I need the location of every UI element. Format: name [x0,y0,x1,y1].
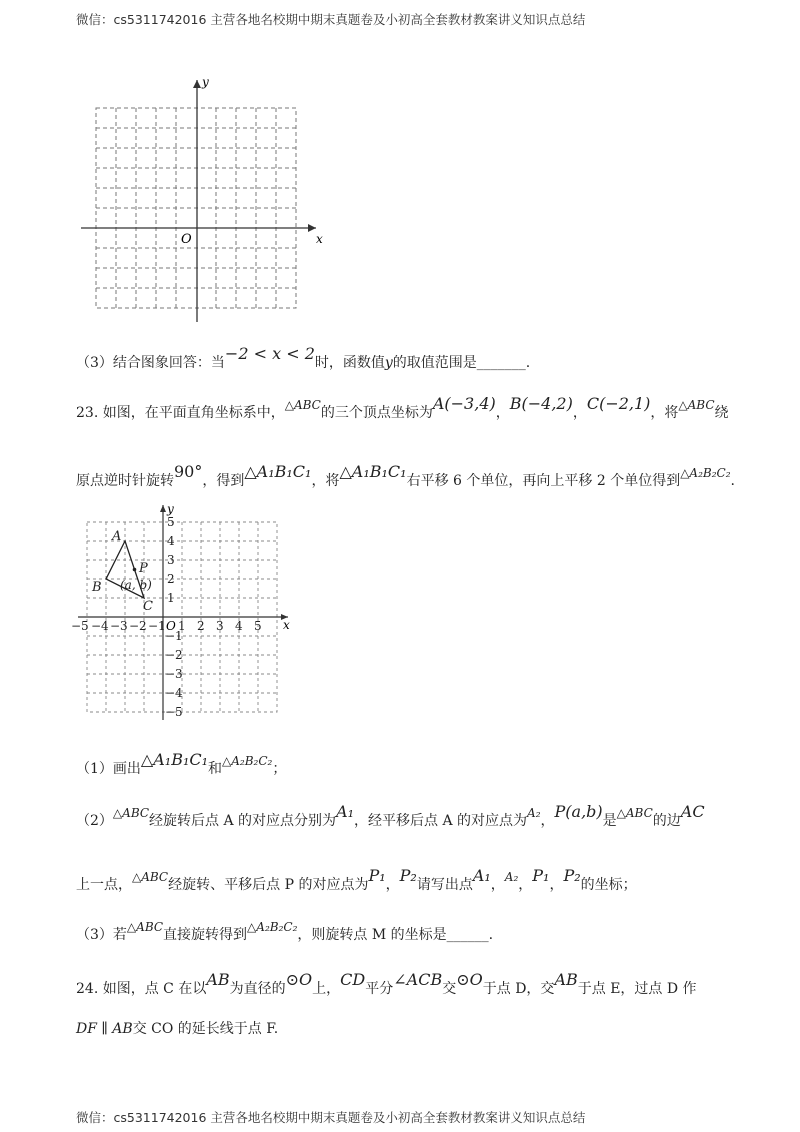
q23-text: 原点逆时针旋转 [76,473,174,489]
side-ac: AC [680,802,705,821]
triangle-grid-figure [70,500,300,730]
q23-part1 [76,750,287,778]
page-footer: 微信：cs5311742016 主营各地名校期中期末真题卷及小初高全套教材教案讲义知识点总结 [76,1110,586,1125]
y-tick: 5 [167,515,175,529]
q23-text: 是 [602,813,617,829]
x-tick: −4 [91,619,109,633]
circle-o: ⊙O [285,970,313,989]
x-tick: −3 [110,619,128,633]
triangle-abc: △ABC [112,806,150,820]
q24-text: 于点 E，过点 D 作 [577,981,697,997]
q23-text: 的坐标； [580,877,637,893]
q23-text: ，将 [650,405,679,421]
q22-text-2: 时，函数值 [314,355,385,371]
point-p-label: P [139,561,148,576]
q23-text: ，得到 [202,473,245,489]
triangle-abc: △ABC [126,920,164,934]
triangle-abc: △ABC [284,398,321,412]
q24-text: 交 [442,981,457,997]
q23-text: 直接旋转得到 [163,927,248,943]
q23-text: ，将 [311,473,340,489]
q22-var: y [384,355,393,371]
triangle-a2b2c2: △A₂B₂C₂ [680,466,731,480]
point-c-coord: C(−2,1) [586,394,651,413]
x-tick: 1 [178,619,186,633]
point-p1: P₁ [532,866,550,885]
x-tick: −5 [71,619,89,633]
q22-text-1: （3）结合图象回答：当 [76,355,225,371]
q23-text: ，则旋转点 M 的坐标是______. [297,927,494,943]
y-tick: 3 [167,553,175,567]
point-a2: A₂ [527,806,541,820]
y-tick: 4 [167,534,175,548]
q23-part2-line2: 上一点，△ABC经旋转、平移后点 P 的对应点为P₁，P₂请写出点A₁，A₂，P₁，P₂的坐标； [76,866,637,893]
segment-ab: AB [554,970,578,989]
triangle-abc: △ABC [616,806,653,820]
point-p2: P₂ [563,866,581,885]
q24-text: 于点 D，交 [482,981,555,997]
x-tick: 4 [235,619,243,633]
triangle-abc: △ABC [678,398,715,412]
triangle-a1b1c1: △A₁B₁C₁ [339,462,407,481]
triangle-a2b2c2: △A₂B₂C₂ [247,920,298,934]
point-p: P(a,b) [554,802,603,821]
triangle-abc: △ABC [132,870,169,884]
angle-90: 90° [174,462,203,481]
q23-part3 [76,920,494,944]
y-tick: −2 [165,648,183,662]
q23-text: 经旋转、平移后点 P 的对应点为 [168,877,369,893]
point-a1: A₁ [472,866,491,885]
point-p2: P₂ [399,866,417,885]
q23-line1: 23. 如图，在平面直角坐标系中，△ABC的三个顶点坐标为A(−3,4)，B(−4,2)，C(−2,1)，将△ABC绕 [76,394,729,421]
point-p-coord-label: (a, b) [120,578,152,592]
origin-label: O [166,619,176,633]
q23-text: 绕 [714,405,729,421]
point-a2: A₂ [504,870,519,884]
q23-text: 上一点， [76,877,132,893]
q23-text: （1）画出 [76,761,141,777]
q24-text: 上， [312,981,341,997]
q23-text: ，经平移后点 A 的对应点为 [354,813,528,829]
y-axis-label: y [167,502,174,516]
x-axis-label: x [283,618,290,632]
q23-text: 和 [208,761,223,777]
x-axis-label: x [316,232,323,246]
y-tick: −5 [165,705,183,719]
y-tick: −1 [165,629,183,643]
q23-text: （2） [76,813,113,829]
triangle-a1b1c1: △A₁B₁C₁ [244,462,312,481]
q23-text: 右平移 6 个单位，再向上平移 2 个单位得到 [406,473,681,489]
q22-part3 [76,344,531,372]
y-tick: −4 [165,686,183,700]
segment-ab: AB [206,970,230,989]
page-header: 微信：cs5311742016 主营各地名校期中期末真题卷及小初高全套教材教案讲义知识点总结 [76,12,586,27]
triangle-a2b2c2: △A₂B₂C₂ [222,754,273,768]
q22-condition: −2 < x < 2 [224,344,315,363]
y-axis-label: y [202,75,209,89]
coordinate-grid-figure [76,72,336,332]
q23-part2-line1: （2）△ABC经旋转后点 A 的对应点分别为A₁，经平移后点 A 的对应点为A₂，P(a,b)是△ABC的边AC [76,802,705,829]
q24-text: 平分 [365,981,394,997]
q23-text: 23. 如图，在平面直角坐标系中， [76,405,285,421]
point-a1: A₁ [336,802,355,821]
q23-line2: 原点逆时针旋转90°，得到△A₁B₁C₁，将△A₁B₁C₁右平移 6 个单位，再向上平移 2 个单位得到△A₂B₂C₂. [76,462,735,489]
vertex-c-label: C [143,599,153,614]
triangle-a1b1c1: △A₁B₁C₁ [140,750,209,769]
q24-text: 为直径的 [229,981,286,997]
x-tick: 3 [216,619,224,633]
vertex-a-label: A [112,529,122,544]
x-tick: 2 [197,619,205,633]
q23-text: （3）若 [76,927,127,943]
q24-text: 24. 如图，点 C 在以 [76,981,207,997]
point-a-coord: A(−3,4) [432,394,496,413]
q23-text: 请写出点 [416,877,473,893]
x-tick: −1 [148,619,166,633]
q22-text-3: 的取值范围是_______. [392,355,531,371]
point-p1: P₁ [368,866,386,885]
y-tick: 1 [167,591,175,605]
segment-cd: CD [340,970,366,989]
angle-acb: ∠ACB [393,970,443,989]
y-tick: −3 [165,667,183,681]
q23-text: 的三个顶点坐标为 [320,405,433,421]
y-tick: 2 [167,572,175,586]
q23-text: ； [272,761,287,777]
df-parallel-ab: DF ∥ AB [76,1021,133,1037]
q23-text: 的边 [652,813,681,829]
x-tick: −2 [129,619,147,633]
circle-o: ⊙O [456,970,483,989]
q24-line2 [76,1018,278,1038]
q24-line1 [76,970,697,998]
x-tick: 5 [254,619,262,633]
origin-label: O [181,232,192,247]
q23-text: 经旋转后点 A 的对应点分别为 [149,813,337,829]
point-b-coord: B(−4,2) [509,394,573,413]
q24-text: 交 CO 的延长线于点 F. [132,1021,279,1037]
vertex-b-label: B [92,580,102,595]
